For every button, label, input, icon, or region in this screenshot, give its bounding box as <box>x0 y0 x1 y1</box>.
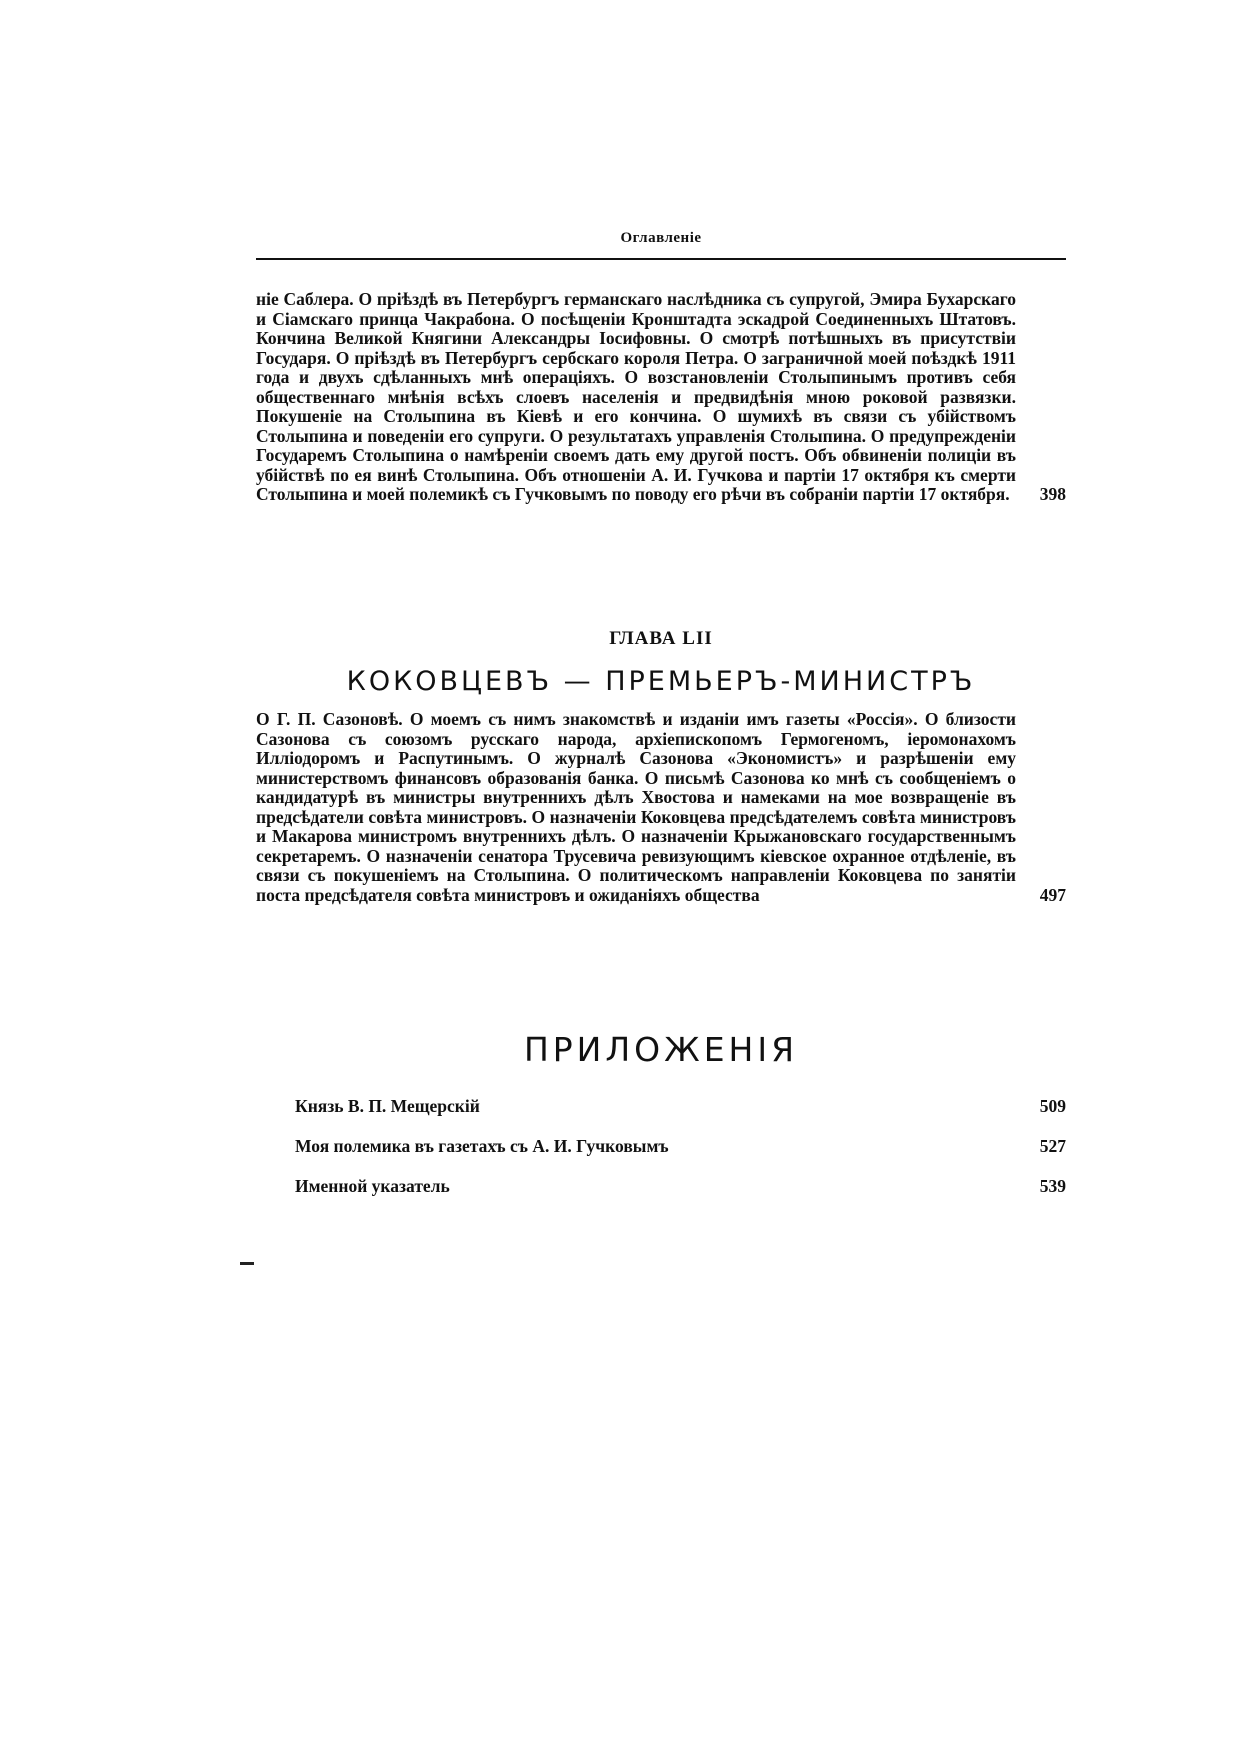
appendix-item <box>295 1095 1066 1117</box>
toc-entry-continued <box>256 290 1066 505</box>
appendix-title: ПРИЛОЖЕНІЯ <box>523 1030 799 1069</box>
stray-ink-mark <box>240 1262 254 1265</box>
toc-entry-text: ніе Саблера. О пріѣздѣ въ Петербургъ германскаго наслѣдника съ супругой, Эмира Бухарскаго и Сіамскаго принца Чакрабона. О посѣщеніи Кронштадта эскадрой Соединенныхъ Штатовъ. Кончина Великой Княгини Александры Іосифовны. О смотрѣ потѣшныхъ въ присутствіи Государя. О пріѣздѣ въ Петербургъ сербскаго короля Петра. О заграничной моей поѣздкѣ 1911 года и двухъ сдѣланныхъ мнѣ операціяхъ. О возстановленіи Столыпинымъ противъ себя общественнаго мнѣнія всѣхъ слоевъ населенія и предвидѣнія мною роковой развязки. Покушеніе на Столыпина въ Кіевѣ и его кончина. О шумихѣ въ связи съ убійствомъ Столыпина и поведеніи его супруги. О результатахъ управленія Столыпина. О предупрежденіи Государемъ Столыпина о намѣреніи своемъ дать ему другой постъ. Объ обвиненіи полиціи въ убійствѣ по ея винѣ Столыпина. Объ отношеніи А. И. Гучкова и партіи 17 октября къ смерти Столыпина и моей полемикѣ съ Гучковымъ по поводу его рѣчи въ собраніи партіи 17 октября. <box>256 289 1016 504</box>
toc-entry-page-number: 398 <box>1039 484 1066 504</box>
appendix-item <box>295 1175 1066 1197</box>
appendix-item-label: Моя полемика въ газетахъ съ А. И. Гучковымъ <box>295 1136 669 1156</box>
appendix-item <box>295 1135 1066 1157</box>
appendix-item-page: 509 <box>1039 1096 1066 1116</box>
chapter-label: ГЛАВА LII <box>609 628 713 649</box>
toc-entry-text: О Г. П. Сазоновѣ. О моемъ съ нимъ знакомствѣ и изданіи имъ газеты «Россія». О близости Сазонова съ союзомъ русскаго народа, архіепископомъ Гермогеномъ, іеромонахомъ Илліодоромъ и Распутинымъ. О журналѣ Сазонова «Экономистъ» и разрѣшеніи ему министерствомъ финансовъ образованія банка. О письмѣ Сазонова ко мнѣ съ сообщеніемъ о кандидатурѣ въ министры внутреннихъ дѣлъ Хвостова и намеками на мое возвращеніе въ предсѣдатели совѣта министровъ. О назначеніи Коковцева предсѣдателемъ совѣта министровъ и Макарова министромъ внутреннихъ дѣлъ. О назначеніи Крыжановскаго государственнымъ секретаремъ. О назначеніи сенатора Трусевича ревизующимъ кіевское охранное отдѣленіе, въ связи съ покушеніемъ на Столыпина. О политическомъ направленіи Коковцева по занятіи поста предсѣдателя совѣта министровъ и ожиданіяхъ общества <box>256 709 1016 905</box>
header-rule <box>256 258 1066 260</box>
appendix-item-label: Именной указатель <box>295 1176 450 1196</box>
running-head: Оглавленіе <box>620 230 702 246</box>
appendix-item-page: 539 <box>1039 1176 1066 1196</box>
chapter-title: КОКОВЦЕВЪ — ПРЕМЬЕРЪ-МИНИСТРЪ <box>346 666 976 697</box>
toc-entry-page-number: 497 <box>1039 884 1066 905</box>
toc-entry-chapter-52 <box>256 710 1066 905</box>
appendix-item-label: Князь В. П. Мещерскій <box>295 1096 480 1116</box>
appendix-item-page: 527 <box>1039 1136 1066 1156</box>
